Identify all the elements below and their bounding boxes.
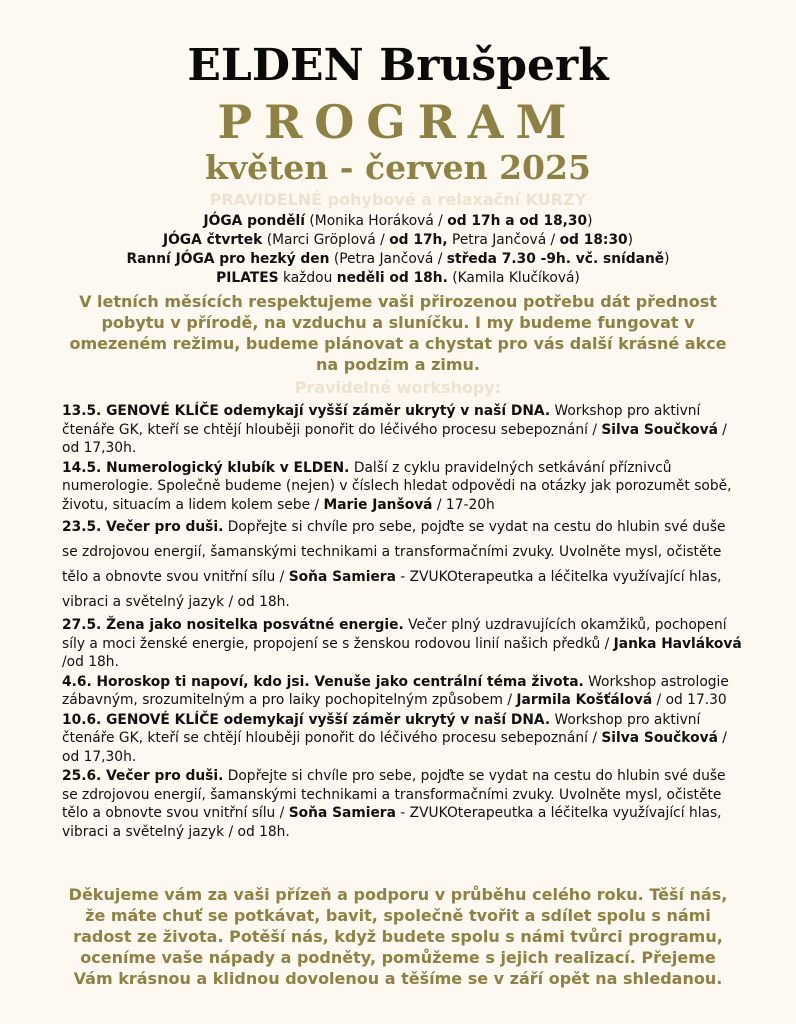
workshop-title: 13.5. GENOVÉ KLÍČE odemykají vyšší záměr ukrytý v naší DNA. — [62, 403, 551, 419]
page-title: ELDEN Brušperk — [187, 40, 609, 91]
workshops-heading: Pravidelné workshopy: — [294, 378, 502, 397]
list-item — [62, 402, 742, 458]
workshop-person: Soňa Samiera — [288, 805, 396, 821]
workshop-person: Soňa Samiera — [288, 569, 396, 585]
workshop-text: Workshop astrologie zábavným, srozumitelným a pro laiky pochopitelným způsobem / — [62, 673, 729, 708]
course-detail: (Petra Jančová / — [329, 251, 447, 267]
workshop-title: 14.5. Numerologický klubík v ELDEN. — [62, 459, 350, 476]
workshop-time: / od 17,30h. — [62, 730, 727, 765]
workshop-time: / od 17,30h. — [62, 421, 727, 456]
workshop-text: Workshop pro aktivní čtenáře GK, kteří se chtějí hlouběji ponořit do léčivého procesu sebepoznání / — [62, 403, 701, 438]
workshop-time: / 17-20h — [432, 496, 495, 513]
list-item — [62, 767, 742, 841]
course-detail: každou — [278, 270, 337, 286]
course-detail: (Monika Horáková / — [305, 213, 448, 229]
course-detail: ) — [587, 213, 593, 229]
workshop-text: Dopřejte si chvíle pro sebe, pojďte se vydat na cestu do hlubin své duše se zdrojovou energií, šamanskými technikami a transformačními zvuky. Uvolněte mysl, očistěte tělo a obnovte svou vnitřní sílu / — [62, 768, 726, 821]
workshop-text: Další z cyklu pravidelných setkávání příznivců numerologie. Společně budeme (nejen) v číslech hledat odpovědi na otázky jak porozumět sobě, životu, situacím a lidem kolem sebe / — [62, 459, 732, 513]
course-time: od 17h a od 18,30 — [447, 213, 588, 229]
workshop-text: Workshop pro aktivní čtenáře GK, kteří se chtějí hlouběji ponořit do léčivého procesu sebepoznání / — [62, 711, 701, 746]
list-item — [62, 711, 742, 767]
course-morning-yoga — [0, 250, 796, 269]
course-detail: (Kamila Klučíková) — [447, 270, 580, 286]
workshop-person: Marie Janšová — [323, 496, 433, 513]
workshops-list — [62, 402, 742, 842]
workshop-person: Janka Havláková — [613, 635, 742, 652]
workshop-time: / od 17.30 — [652, 692, 727, 708]
course-detail: ) — [664, 251, 670, 267]
workshop-person: Silva Součková — [601, 421, 718, 438]
list-item — [62, 673, 742, 710]
course-name: JÓGA pondělí — [203, 213, 306, 229]
workshop-title: 27.5. Žena jako nositelka posvátné energie. — [62, 617, 404, 633]
course-detail: ) — [627, 232, 634, 248]
workshop-text: Večer plný uzdravujících okamžiků, pochopení síly a moci ženské energie, propojení se s ženskou rodovou linií našich předků / — [62, 617, 727, 652]
workshop-time: - ZVUKOterapeutka a léčitelka využívající hlas, vibraci a světelný jazyk / od 18h. — [62, 569, 722, 610]
course-name: Ranní JÓGA pro hezký den — [126, 251, 330, 267]
course-time: středa 7.30 -9h. vč. snídaně — [446, 251, 665, 267]
course-name: JÓGA čtvrtek — [162, 232, 263, 248]
program-heading: PROGRAM — [217, 95, 579, 149]
summer-note: V letních měsících respektujeme vaši přirozenou potřebu dát přednost pobytu v přírodě, na vzduchu a sluníčku. I my budeme fungovat v omezeném režimu, budeme plánovat a chystat pro vás další krásné akce na podzim a zimu. — [69, 292, 727, 374]
course-time: neděli od 18h. — [336, 270, 448, 286]
courses-heading: PRAVIDELNÉ pohybové a relaxační KURZY — [209, 190, 587, 209]
course-yoga-monday — [0, 212, 796, 231]
course-time: od 17h, — [389, 232, 448, 248]
period-heading: květen - červen 2025 — [205, 148, 591, 187]
course-time: od 18:30 — [559, 232, 628, 248]
list-item — [62, 459, 742, 515]
workshop-time: - ZVUKOterapeutka a léčitelka využívající hlas, vibraci a světelný jazyk / od 18h. — [62, 805, 722, 840]
workshop-title: 4.6. Horoskop ti napoví, kdo jsi. Venuše jako centrální téma života. — [62, 673, 584, 690]
workshop-title: 23.5. Večer pro duši. — [62, 519, 224, 535]
course-yoga-thursday — [0, 231, 796, 250]
workshop-text: Dopřejte si chvíle pro sebe, pojďte se vydat na cestu do hlubin své duše se zdrojovou energií, šamanskými technikami a transformačními zvuky. Uvolněte mysl, očistěte tělo a obnovte svou vnitřní sílu / — [62, 519, 726, 585]
list-item — [62, 515, 742, 615]
course-name: PILATES — [216, 270, 279, 286]
list-item — [62, 616, 742, 672]
course-detail: (Marci Gröplová / — [262, 232, 390, 248]
course-pilates — [0, 269, 796, 288]
courses-list — [0, 212, 796, 288]
workshop-person: Jarmila Košťálová — [516, 692, 653, 708]
course-detail: Petra Jančová / — [447, 232, 560, 248]
workshop-person: Silva Součková — [601, 730, 718, 746]
workshop-time: /od 18h. — [62, 654, 119, 670]
workshop-title: 25.6. Večer pro duši. — [62, 768, 224, 784]
workshop-title: 10.6. GENOVÉ KLÍČE odemykají vyšší záměr ukrytý v naší DNA. — [62, 711, 551, 728]
closing-note: Děkujeme vám za vaši přízeň a podporu v průběhu celého roku. Těší nás, že máte chuť se potkávat, bavit, společně tvořit a sdílet spolu s námi radost ze života. Potěší nás, když budete spolu s námi tvůrci programu, oceníme vaše nápady a podněty, pomůžeme s jejich realizací. Přejeme Vám krásnou a klidnou dovolenou a těšíme se v září opět na shledanou. — [68, 885, 728, 988]
